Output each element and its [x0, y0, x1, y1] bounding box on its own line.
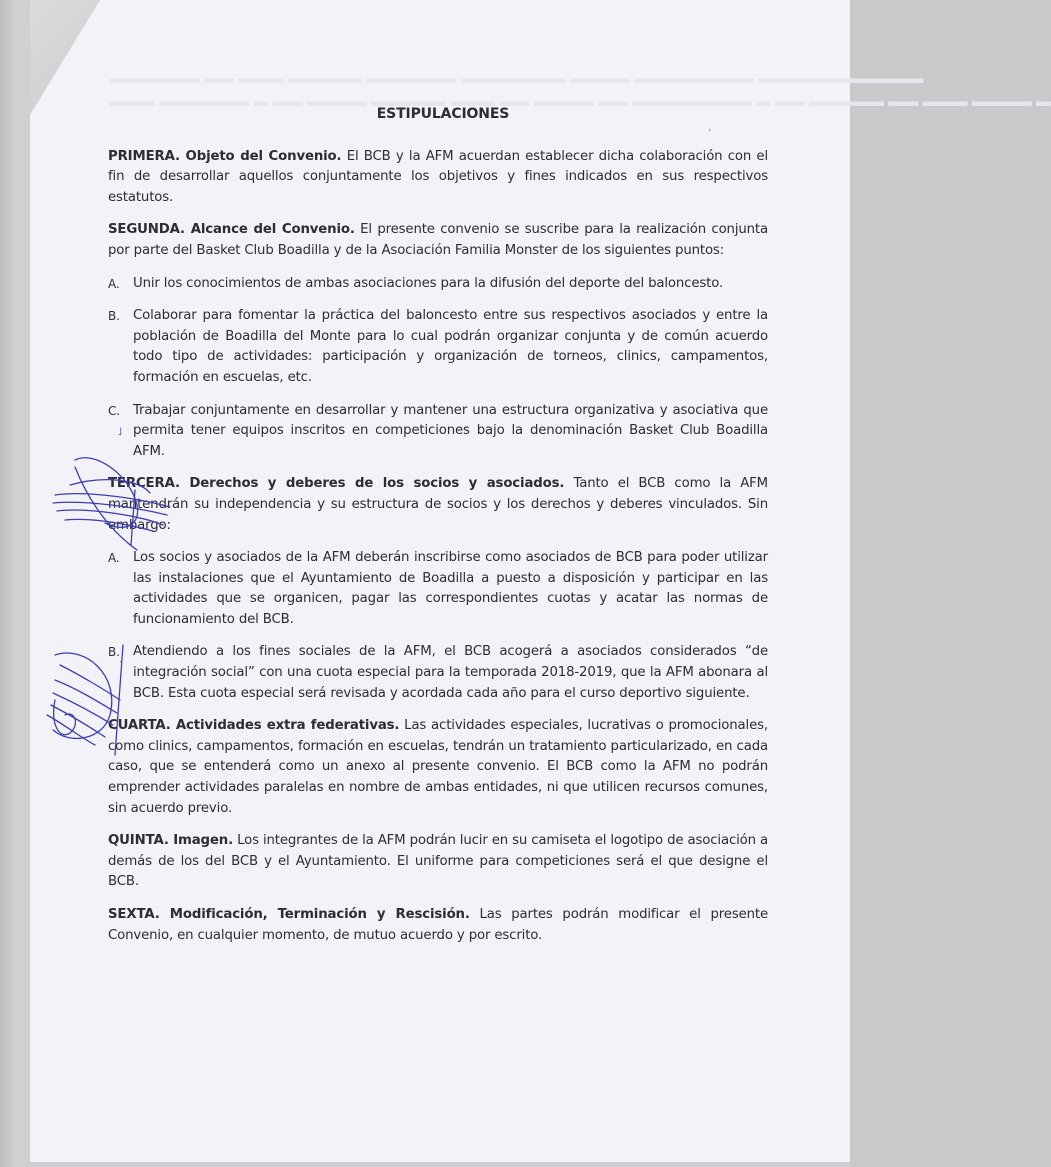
clause-quinta [108, 831, 768, 893]
clause-text: Las actividades especiales, lucrativas o promocionales, como clinics, campamentos, formación en escuelas, tendrán un tratamiento particularizado, en cada caso, que se entenderá como un anexo al presente convenio. El BCB como la AFM no podrán emprender actividades paralelas en nombre de ambas entidades, ni que utilicen recursos comunes, sin acuerdo previo. [108, 718, 768, 816]
ink-mark: ʼ [708, 128, 712, 139]
list-marker: A. [108, 551, 120, 566]
list-item [108, 306, 768, 388]
clause-text: Los integrantes de la AFM podrán lucir en su camiseta el logotipo de asociación a demás de los del BCB y el Ayuntamiento. El uniforme para competiciones será el que designe el BCB. [108, 833, 769, 890]
clause-heading: QUINTA. Imagen. [108, 833, 234, 849]
list-item [108, 548, 768, 630]
bleed-through-text: ▬▬▬▬▬▬ ▬▬ ▬▬▬ ▬▬▬▬▬ ▬▬▬▬▬▬ ▬▬▬▬▬▬▬ ▬▬▬▬ ▬▬▬▬▬▬▬▬ ▬▬▬▬▬▬▬▬▬▬▬ [110, 70, 924, 87]
clause-heading: SEGUNDA. Alcance del Convenio. [108, 222, 355, 238]
pen-tick: ˈ [119, 660, 123, 671]
clause-heading: CUARTA. Actividades extra federativas. [108, 718, 400, 734]
bleed-through-text: ▬▬▬ ▬▬▬▬▬▬ ▬ ▬▬ ▬▬▬▬ ▬▬▬▬▬ ▬▬▬ ▬▬ ▬▬▬▬ ▬▬ ▬▬▬▬▬▬▬▬ ▬ ▬▬ ▬▬▬▬▬ ▬▬ ▬▬▬ ▬▬▬▬ ▬ [110, 93, 1051, 110]
clause-text: El presente convenio se suscribe para la realización conjunta por parte del Basket Club Boadilla y de la Asociación Familia Monster de los siguientes puntos: [108, 222, 768, 258]
list-item-text: Atendiendo a los fines sociales de la AFM, el BCB acogerá a asociados considerados “de integración social” con una cuota especial para la temporada 2018-2019, que la AFM abonara al BCB. Esta cuota especial será revisada y acordada cada año para el curso deportivo siguiente. [133, 644, 768, 701]
list-marker: B. [108, 309, 120, 324]
list-item-text: Trabajar conjuntamente en desarrollar y mantener una estructura organizativa y asociativa que permita tener equipos inscritos en competiciones bajo la denominación Basket Club Boadilla AFM. [133, 402, 768, 459]
clause-cuarta [108, 716, 768, 819]
clause-segunda [108, 220, 768, 261]
clause-heading: PRIMERA. Objeto del Convenio. [108, 148, 342, 164]
clause-tercera-list [108, 548, 768, 704]
clause-text: El BCB y la AFM acuerdan establecer dicha colaboración con el fin de desarrollar aquellos conjuntamente los objetivos y fines indicados en sus respectivos estatutos. [108, 148, 769, 205]
list-marker: A. [108, 276, 120, 291]
clause-sexta [108, 905, 768, 946]
document-body [108, 100, 768, 958]
document-title: ESTIPULACIONES [376, 106, 510, 122]
clause-text: Tanto el BCB como la AFM mantendrán su independencia y su estructura de socios y los derechos y deberes vinculados. Sin embargo: [108, 476, 768, 533]
list-item [108, 401, 768, 463]
list-marker: B. [108, 645, 120, 660]
clause-segunda-list [108, 274, 768, 463]
clause-tercera [108, 474, 768, 536]
clause-heading: TERCERA. Derechos y deberes de los socios y asociados. [108, 476, 565, 492]
clause-primera [108, 147, 768, 209]
pen-tick: ˩ [118, 427, 122, 438]
clause-text: Las partes podrán modificar el presente Convenio, en cualquier momento, de mutuo acuerdo y por escrito. [108, 907, 768, 943]
list-item-text: Los socios y asociados de la AFM deberán inscribirse como asociados de BCB para poder utilizar las instalaciones que el Ayuntamiento de Boadilla a puesto a disposición y participar en las actividades que se organicen, pagar las correspondientes cuotas y acatar las normas de funcionamiento del BCB. [133, 550, 768, 627]
list-marker: C. [108, 403, 120, 418]
list-item [108, 274, 768, 295]
list-item-text: Colaborar para fomentar la práctica del baloncesto entre sus respectivos asociados y entre la población de Boadilla del Monte para lo cual podrán organizar conjunta y de común acuerdo todo tipo de actividades: participación y organización de torneos, clinics, campamentos, formación en escuelas, etc. [133, 308, 768, 385]
list-item-text: Unir los conocimientos de ambas asociaciones para la difusión del deporte del baloncesto. [133, 275, 724, 291]
clause-heading: SEXTA. Modificación, Terminación y Rescisión. [108, 907, 470, 922]
list-item [108, 642, 768, 704]
